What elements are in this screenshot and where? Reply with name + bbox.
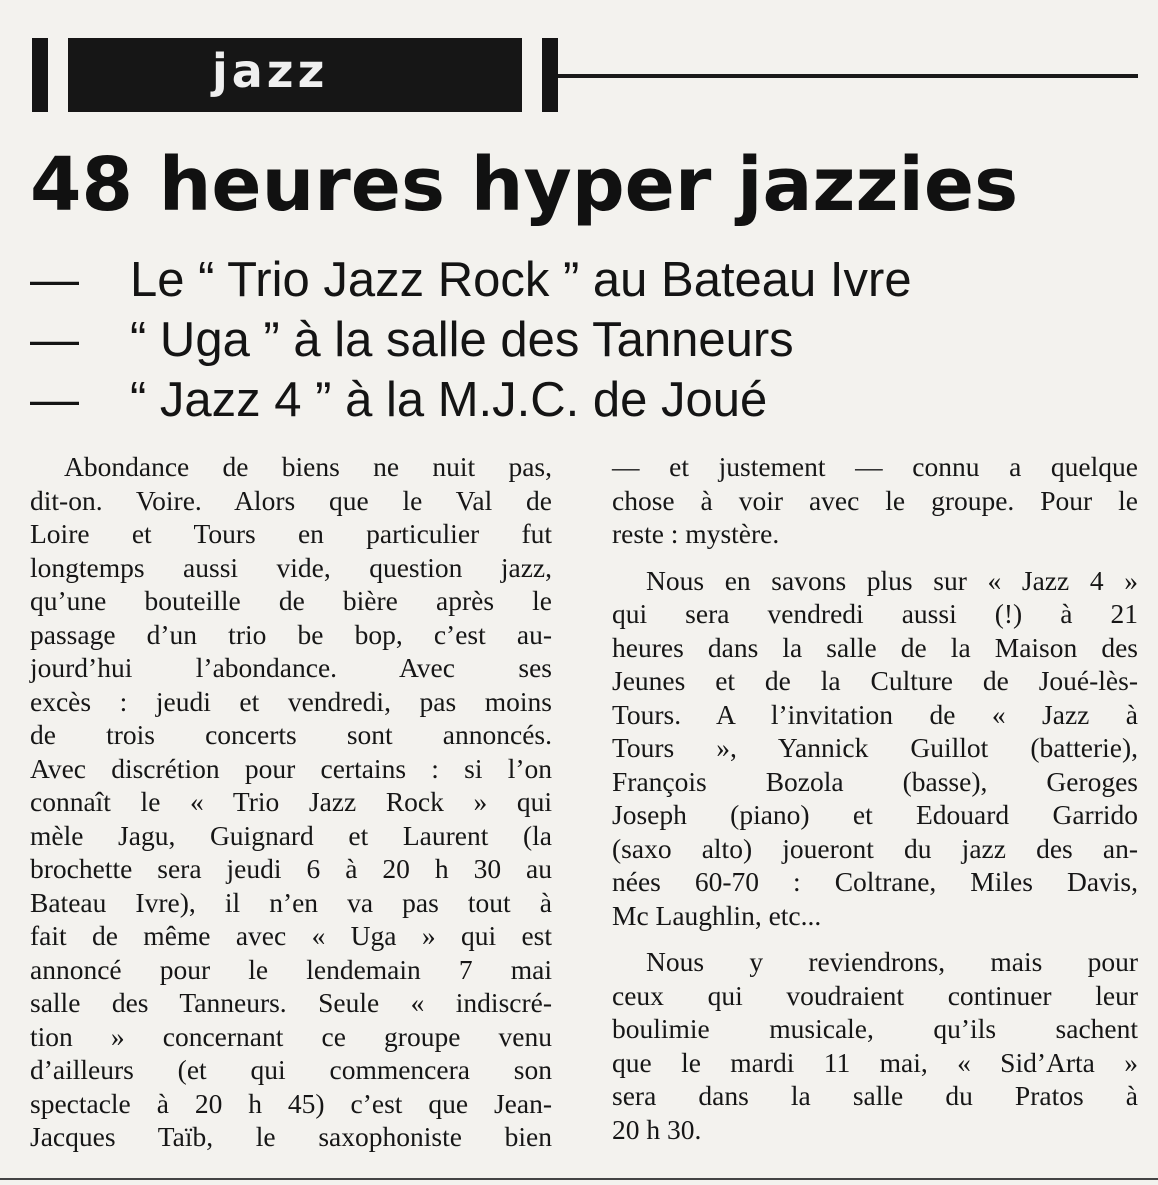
text-line: connaît le « Trio Jazz Rock » qui [30, 786, 552, 817]
section-label: jazz [212, 44, 329, 98]
text-line: salle des Tanneurs. Seule « indiscré- [30, 987, 552, 1018]
text-line: Tours. A l’invitation de « Jazz à [612, 698, 1138, 730]
text-line: Abondance de biens ne nuit pas, [64, 451, 552, 482]
text-line: dit-on. Voire. Alors que le Val de [30, 484, 552, 516]
text-line: annoncé pour le lendemain 7 mai [30, 953, 552, 985]
text-line: Mc Laughlin, etc... [612, 899, 822, 931]
headline: 48 heures hyper jazzies [30, 142, 1019, 228]
footer-rule [0, 1178, 1158, 1180]
text-line: de trois concerts sont annoncés. [30, 719, 552, 750]
text-line: Jacques Taïb, le saxophoniste bien [30, 1121, 552, 1152]
text-line: nées 60-70 : Coltrane, Miles Davis, [612, 866, 1138, 897]
text-line: d’ailleurs (et qui commencera son [30, 1054, 552, 1085]
header-rule [558, 74, 1138, 78]
text-line: excès : jeudi et vendredi, pas moins [30, 685, 552, 717]
text-line: Loire et Tours en particulier fut [30, 518, 552, 549]
text-line: longtemps aussi vide, question jazz, [30, 551, 552, 583]
text-line: qu’une bouteille de bière après le [30, 585, 552, 616]
left-column [30, 450, 552, 1154]
text-line: 20 h 30. [612, 1113, 702, 1145]
text-line: Nous y reviendrons, mais pour [646, 946, 1138, 977]
paragraph-gap [612, 551, 1138, 564]
text-line: fait de même avec « Uga » qui est [30, 920, 552, 951]
subhead-dash: — [30, 253, 79, 307]
subhead-text: “ Uga ” à la salle des Tanneurs [130, 313, 794, 367]
text-line: jourd’hui l’abondance. Avec ses [30, 652, 552, 683]
text-line: Joseph (piano) et Edouard Garrido [612, 799, 1138, 830]
section-banner [32, 38, 558, 112]
text-line: passage d’un trio be bop, c’est au- [30, 618, 552, 650]
subhead-1 [30, 250, 1140, 310]
subhead-text: Le “ Trio Jazz Rock ” au Bateau Ivre [130, 253, 912, 307]
subhead-text: “ Jazz 4 ” à la M.J.C. de Joué [130, 373, 768, 427]
subhead-dash: — [30, 313, 79, 367]
text-line: François Bozola (basse), Geroges [612, 765, 1138, 797]
text-line: Nous en savons plus sur « Jazz 4 » [646, 564, 1138, 596]
subhead-2 [30, 310, 1140, 370]
text-line: Bateau Ivre), il n’en va pas tout à [30, 886, 552, 918]
text-line: tion » concernant ce groupe venu [30, 1020, 552, 1052]
text-line: qui sera vendredi aussi (!) à 21 [612, 598, 1138, 629]
subhead-3 [30, 370, 1140, 430]
text-line: que le mardi 11 mai, « Sid’Arta » [612, 1046, 1138, 1078]
text-line: (saxo alto) joueront du jazz des an- [612, 832, 1138, 864]
text-line: — et justement — connu a quelque [612, 451, 1138, 482]
right-column [612, 450, 1138, 1146]
subhead-dash: — [30, 373, 79, 427]
text-line: spectacle à 20 h 45) c’est que Jean- [30, 1087, 552, 1119]
text-line: sera dans la salle du Pratos à [612, 1080, 1138, 1111]
text-line: Avec discrétion pour certains : si l’on [30, 752, 552, 784]
text-line: chose à voir avec le groupe. Pour le [612, 484, 1138, 516]
text-line: reste : mystère. [612, 518, 780, 549]
text-line: Jeunes et de la Culture de Joué-lès- [612, 665, 1138, 696]
text-line: boulimie musicale, qu’ils sachent [612, 1013, 1138, 1044]
text-line: Tours », Yannick Guillot (batterie), [612, 732, 1138, 763]
text-line: heures dans la salle de la Maison des [612, 631, 1138, 663]
text-line: brochette sera jeudi 6 à 20 h 30 au [30, 853, 552, 884]
text-line: ceux qui voudraient continuer leur [612, 979, 1138, 1011]
text-line: mèle Jagu, Guignard et Laurent (la [30, 819, 552, 851]
paragraph-gap [612, 932, 1138, 945]
subheads [30, 250, 1140, 430]
